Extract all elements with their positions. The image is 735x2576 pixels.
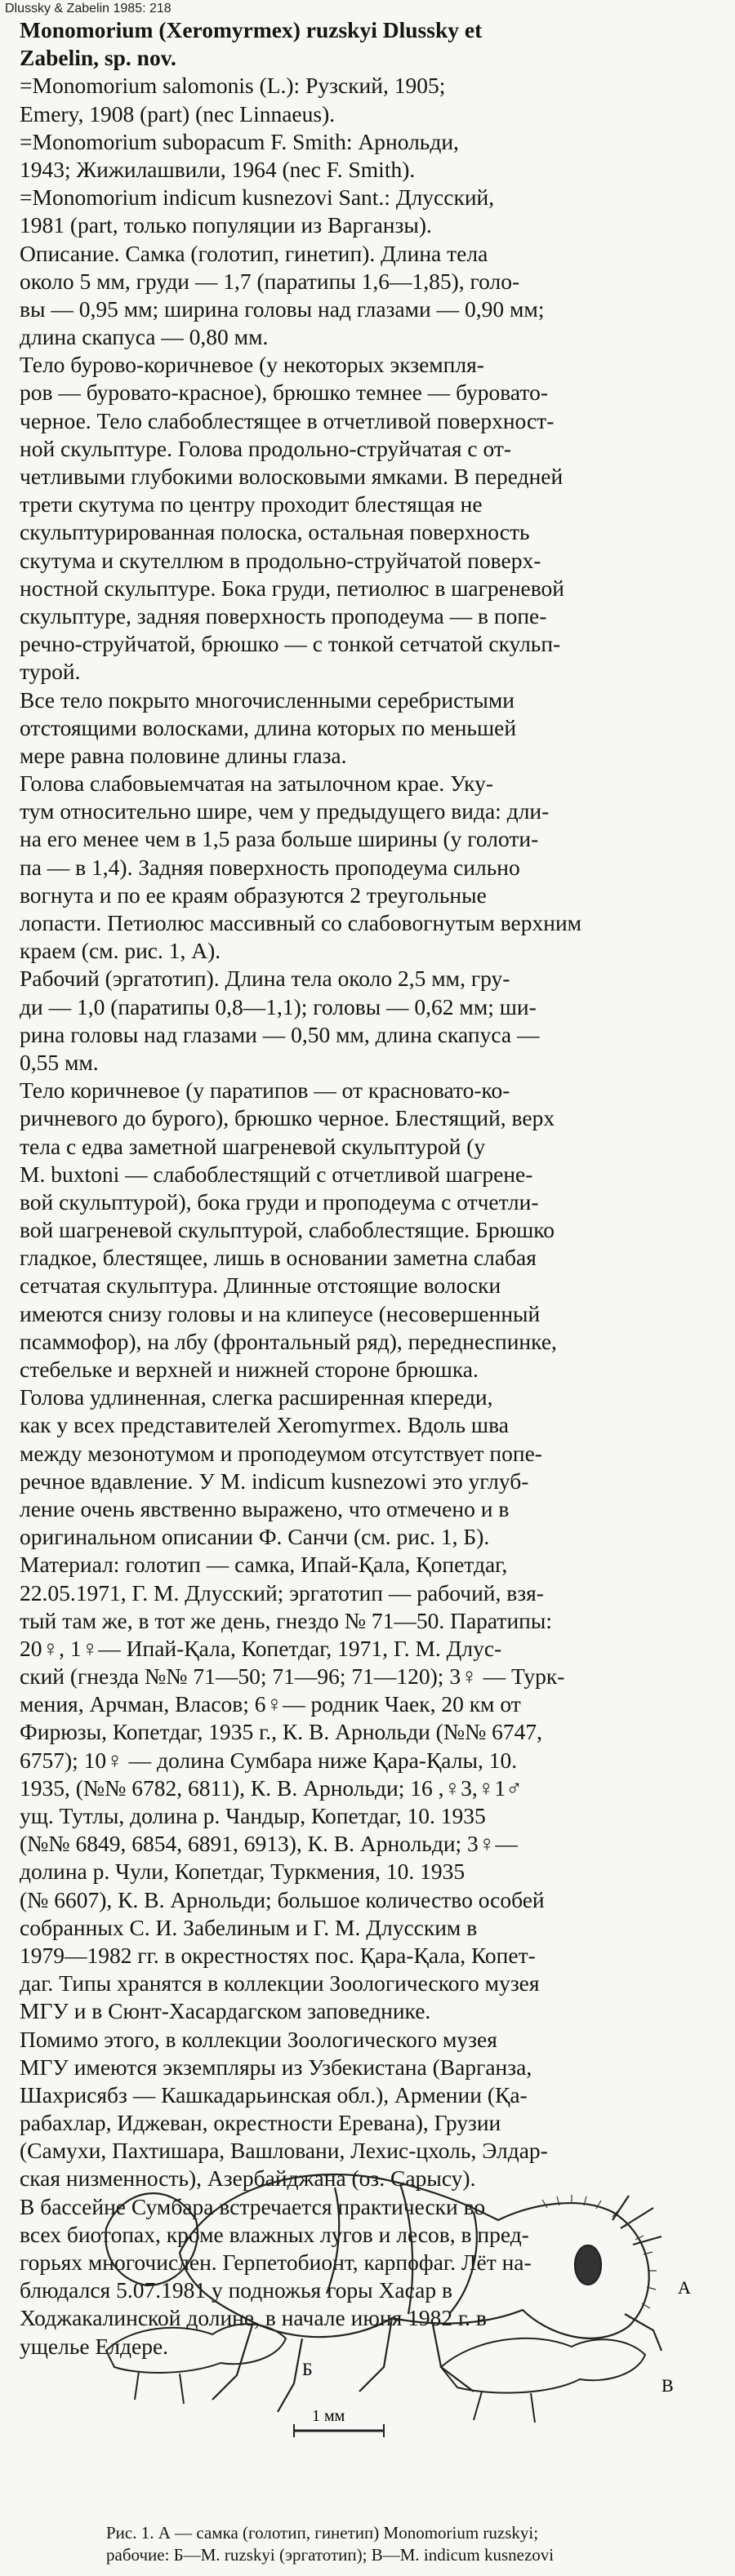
text-line: трети скутума по центру проходит блестящая не <box>20 491 483 517</box>
text-line: Фирюзы, Копетдаг, 1935 г., К. В. Арнольди (№№ 6747, <box>20 1719 543 1745</box>
queen-gaster-outline <box>105 2193 198 2285</box>
text-line: (№№ 6849, 6854, 6891, 6913), К. В. Арнольди; 3♀— <box>20 1831 518 1857</box>
text-line: мере равна половине длины глаза. <box>20 742 347 768</box>
text-line: =Monomorium subopacum F. Smith: Арнольди, <box>20 128 459 154</box>
text-line: около 5 мм, груди — 1,7 (паратипы 1,6—1,85), голо- <box>20 268 520 294</box>
text-line: черное. Тело слабоблестящее в отчетливой поверхност- <box>20 407 555 433</box>
text-line: на его менее чем в 1,5 раза больше ширины (у голоти- <box>20 826 539 852</box>
worker-v-outline <box>441 2338 645 2393</box>
text-line: ская низменность), Азербайджана (оз. Сарысу). <box>20 2165 476 2192</box>
text-line: Zabelin, sp. nov. <box>20 45 176 71</box>
text-line: ление очень явственно выражено, что отмечено и в <box>20 1495 510 1521</box>
text-line: (Самухи, Пахтишара, Вашловани, Лехис-цхоль, Элдар- <box>20 2138 548 2164</box>
text-line: Материал: голотип — самка, Ипай-Қала, Қопетдаг, <box>20 1552 508 1578</box>
text-line: 20♀, 1♀— Ипай-Қала, Копетдаг, 1971, Г. М. Длус- <box>20 1635 502 1661</box>
text-line: ущелье Елдере. <box>20 2333 169 2359</box>
text-line: Тело бурово-коричневое (у некоторых экземпля- <box>20 352 484 378</box>
text-line: горьях многочислен. Герпетобионт, карпофаг. Лёт на- <box>20 2250 532 2275</box>
text-line: вой скульптурой), бока груди и проподеума с отчетли- <box>20 1188 539 1215</box>
text-line: Помимо этого, в коллекции Зоологического музея <box>20 2026 497 2052</box>
text-line: =Monomorium indicum kusnezovi Sant.: Длусский, <box>20 184 495 211</box>
text-line: вы — 0,95 мм; ширина головы над глазами — 0,90 мм; <box>20 295 545 322</box>
text-line: M. buxtoni — слабоблестящий с отчетливой шагрене- <box>20 1161 533 1187</box>
text-line: В бассейне Сумбара встречается практически во <box>20 2193 486 2219</box>
text-line: турой. <box>20 659 81 685</box>
text-line: собранных С. И. Забелиным и Г. М. Длусским в <box>20 1914 478 1940</box>
text-line: Все тело покрыто многочисленными серебристыми <box>20 686 514 713</box>
worker-b-outline <box>106 2324 286 2373</box>
text-line: Тело коричневое (у паратипов — от красновато-ко- <box>20 1077 510 1104</box>
header-reference: Dlussky & Zabelin 1985: 218 <box>5 2 172 16</box>
label-a: А <box>678 2277 691 2298</box>
text-line: имеются снизу головы и на клипеусе (несовершенный <box>20 1300 541 1326</box>
text-line: (№ 6607), К. В. Арнольди; большое количество особей <box>20 1886 545 1912</box>
scale-label: 1 мм <box>312 2407 345 2425</box>
text-line: всех биотопах, кроме влажных лугов и лесов, в пред- <box>20 2221 529 2247</box>
text-line: Шахрисябз — Кашкадарьинская обл.), Армении (Қа- <box>20 2081 528 2107</box>
text-line: ров — буровато-красное), брюшко темнее — буровато- <box>20 380 548 406</box>
text-line: Голова слабовыемчатая на затылочном крае. Уку- <box>20 771 494 797</box>
text-line: отстоящими волосками, длина которых по меньшей <box>20 714 517 740</box>
figure-caption <box>106 2522 727 2566</box>
text-line: блюдался 5.07.1981 у подножья горы Хасар в <box>20 2277 452 2303</box>
text-line: сетчатая скульптура. Длинные отстоящие волоски <box>20 1272 501 1299</box>
text-line: 1981 (part, только популяции из Варганзы). <box>20 212 432 238</box>
figure-1 <box>90 2130 727 2449</box>
caption-line: рабочие: Б—M. ruzskyi (эргатотип); В—M. indicum kusnezovi <box>106 2545 555 2565</box>
text-line: 0,55 мм. <box>20 1049 99 1075</box>
text-line: 1943; Жижилашвили, 1964 (nec F. Smith). <box>20 156 416 182</box>
text-line: ский (гнезда №№ 71—50; 71—96; 71—120); 3♀ — Турк- <box>20 1663 565 1690</box>
text-line: гладкое, блестящее, лишь в основании заметна слабая <box>20 1245 537 1271</box>
text-line: лопасти. Петиолюс массивный со слабовогнутым верхним <box>20 910 582 935</box>
article-text <box>20 16 722 2361</box>
text-line: мения, Арчман, Власов; 6♀— родник Чаек, 20 км от <box>20 1691 521 1717</box>
text-line: как у всех представителей Xeromyrmex. Вдоль шва <box>20 1412 509 1438</box>
text-line: Голова удлиненная, слегка расширенная кпереди, <box>20 1384 493 1410</box>
text-line: Emery, 1908 (part) (nec Linnaeus). <box>20 100 336 127</box>
text-line: ричневого до бурого), брюшко черное. Блестящий, верх <box>20 1105 555 1131</box>
text-line: рина головы над глазами — 0,50 мм, длина скапуса — <box>20 1021 540 1047</box>
text-line: Описание. Самка (голотип, гинетип). Длина тела <box>20 240 488 266</box>
text-line: па — в 1,4). Задняя поверхность проподеума сильно <box>20 854 520 880</box>
text-line: тый там же, в тот же день, гнездо № 71—50. Паратипы: <box>20 1607 552 1633</box>
text-line: МГУ имеются экземпляры из Узбекистана (Варганза, <box>20 2054 532 2080</box>
text-line: скульптуре, задняя поверхность проподеума — в попе- <box>20 602 547 628</box>
text-line: МГУ и в Сюнт-Хасардагском заповеднике. <box>20 1998 431 2024</box>
text-line: речно-струйчатой, брюшко — с тонкой сетчатой скульп- <box>20 631 561 657</box>
text-line: краем (см. рис. 1, А). <box>20 938 221 964</box>
text-line: четливыми глубокими волосковыми ямками. В передней <box>20 464 564 489</box>
text-line: 1979—1982 гг. в окрестностях пос. Қара-Қала, Копет- <box>20 1942 536 1968</box>
text-line: ностной скульптуре. Бока груди, петиолюс в шагреневой <box>20 575 565 601</box>
text-line: рабахлар, Иджеван, окрестности Еревана), Грузии <box>20 2110 501 2136</box>
text-line: вогнута и по ее краям образуются 2 треугольные <box>20 882 487 908</box>
text-line: длина скапуса — 0,80 мм. <box>20 324 269 350</box>
text-line: ной скульптуре. Голова продольно-струйчатая с от- <box>20 435 512 461</box>
text-line: долина р. Чули, Копетдаг, Туркмения, 10. 1935 <box>20 1859 466 1885</box>
label-v: В <box>662 2375 674 2396</box>
text-line: 6757); 10♀ — долина Сумбара ниже Қара-Қалы, 10. <box>20 1747 518 1773</box>
text-line: 22.05.1971, Г. М. Длусский; эргатотип — рабочий, взя- <box>20 1579 544 1606</box>
text-line: тела с едва заметной шагреневой скульптурой (у <box>20 1133 486 1159</box>
text-line: Рабочий (эргатотип). Длина тела около 2,5 мм, гру- <box>20 966 510 992</box>
text-line: ди — 1,0 (паратипы 0,8—1,1); головы — 0,62 мм; ши- <box>20 993 537 1019</box>
text-line: вой шагреневой скульптурой, слабоблестящие. Брюшко <box>20 1217 555 1243</box>
text-line: тум относительно шире, чем у предыдущего вида: дли- <box>20 798 550 824</box>
text-line: 1935, (№№ 6782, 6811), К. В. Арнольди; 16 ,♀3,♀1♂ <box>20 1774 523 1801</box>
text-line: между мезонотумом и проподеумом отсутствует попе- <box>20 1440 542 1466</box>
text-line: псаммофор), на лбу (фронтальный ряд), переднеспинке, <box>20 1328 557 1354</box>
text-line: скутума и скутеллюм в продольно-струйчатой поверх- <box>20 547 541 573</box>
text-line: оригинальном описании Ф. Санчи (см. рис. 1, Б). <box>20 1524 490 1550</box>
text-line: стебельке и верхней и нижней стороне брюшка. <box>20 1357 479 1382</box>
text-line: речное вдавление. У M. indicum kusnezowi это углуб- <box>20 1468 529 1494</box>
ant-illustration <box>90 2130 727 2449</box>
text-line: скульптурированная полоска, остальная поверхность <box>20 519 530 545</box>
text-line: Ходжакалинской долине, в начале июня 1982 г. в <box>20 2305 487 2331</box>
label-b: Б <box>302 2359 313 2379</box>
text-line: ущ. Тутлы, долина р. Чандыр, Копетдаг, 10. 1935 <box>20 1803 486 1828</box>
text-line: даг. Типы хранятся в коллекции Зоологического музея <box>20 1970 540 1996</box>
text-line: =Monomorium salomonis (L.): Рузский, 1905; <box>20 73 446 99</box>
caption-line: Рис. 1. А — самка (голотип, гинетип) Monomorium ruzskyi; <box>106 2523 539 2543</box>
text-line: Monomorium (Xeromyrmex) ruzskyi Dlussky et <box>20 17 483 42</box>
